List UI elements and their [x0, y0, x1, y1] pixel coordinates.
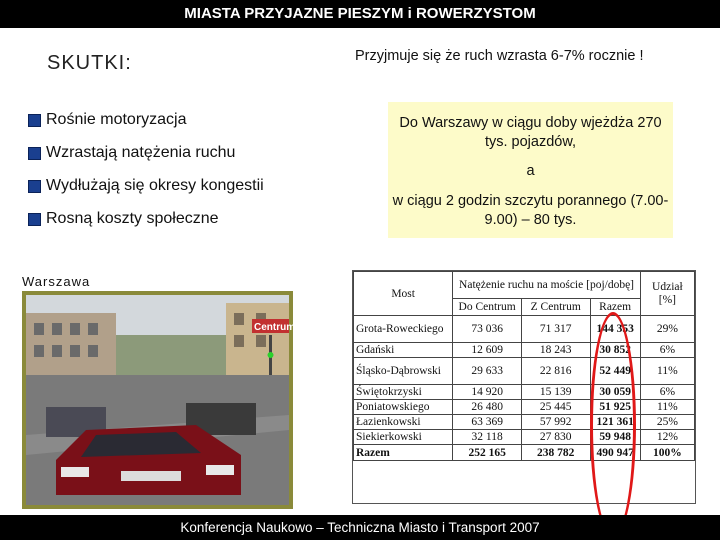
table-row [354, 358, 695, 385]
table-row [354, 400, 695, 415]
table-row [354, 316, 695, 343]
bullet-square-icon [28, 147, 41, 160]
bridge-name: Śląsko-Dąbrowski [354, 358, 453, 385]
total-value: 30 852 [590, 343, 640, 358]
from-center-value: 25 445 [521, 400, 590, 415]
bullet-square-icon [28, 114, 41, 127]
list-item [28, 210, 264, 243]
bridge-name: Gdański [354, 343, 453, 358]
share-value: 6% [640, 385, 694, 400]
from-center-value: 22 816 [521, 358, 590, 385]
photo-caption: Warszawa [22, 274, 91, 289]
bullet-text: Wzrastają natężenia ruchu [46, 144, 236, 161]
bridge-traffic-table [352, 270, 696, 504]
share-value: 12% [640, 430, 694, 445]
bridge-name: Świętokrzyski [354, 385, 453, 400]
col-header-traffic: Natężenie ruchu na moście [poj/dobę] [453, 272, 640, 299]
list-item [28, 111, 264, 144]
to-center-value: 63 369 [453, 415, 522, 430]
bridge-name: Grota-Roweckiego [354, 316, 453, 343]
bridge-name: Siekierkowski [354, 430, 453, 445]
bullet-square-icon [28, 213, 41, 226]
table-row [354, 343, 695, 358]
effects-list [28, 111, 264, 243]
bridge-name: Poniatowskiego [354, 400, 453, 415]
peak-traffic-text: w ciągu 2 godzin szczytu porannego (7.00-9.00) – 80 tys. [392, 193, 669, 228]
to-center-value: 73 036 [453, 316, 522, 343]
col-header-bridge: Most [354, 272, 453, 316]
share-value: 25% [640, 415, 694, 430]
total-value: 52 449 [590, 358, 640, 385]
bullet-text: Rośnie motoryzacja [46, 111, 187, 128]
bullet-square-icon [28, 180, 41, 193]
to-center-value: 252 165 [453, 445, 522, 461]
list-item [28, 177, 264, 210]
share-value: 11% [640, 400, 694, 415]
conjunction-text: a [526, 163, 535, 179]
growth-assumption: Przyjmuje się że ruch wzrasta 6-7% rocznie ! [355, 48, 644, 64]
from-center-value: 57 992 [521, 415, 590, 430]
bridge-name: Razem [354, 445, 453, 461]
from-center-value: 71 317 [521, 316, 590, 343]
from-center-value: 27 830 [521, 430, 590, 445]
highlight-oval [590, 312, 636, 538]
to-center-value: 12 609 [453, 343, 522, 358]
total-value: 30 059 [590, 385, 640, 400]
share-value: 11% [640, 358, 694, 385]
total-value: 144 353 [590, 316, 640, 343]
table-row-total [354, 445, 695, 461]
warsaw-traffic-photo [22, 291, 296, 509]
subheader-to-center: Do Centrum [453, 299, 522, 316]
table-row [354, 430, 695, 445]
from-center-value: 238 782 [521, 445, 590, 461]
slide-title: MIASTA PRZYJAZNE PIESZYM i ROWERZYSTOM [0, 0, 720, 28]
from-center-value: 15 139 [521, 385, 590, 400]
share-value: 100% [640, 445, 694, 461]
subheader-from-center: Z Centrum [521, 299, 590, 316]
total-value: 59 948 [590, 430, 640, 445]
conference-footer: Konferencja Naukowo – Techniczna Miasto i Transport 2007 [0, 515, 720, 540]
total-value: 51 925 [590, 400, 640, 415]
list-item [28, 144, 264, 177]
to-center-value: 29 633 [453, 358, 522, 385]
store-sign-text: Centrum [254, 322, 296, 333]
traffic-scene-image [26, 295, 296, 505]
subheader-total: Razem [590, 299, 640, 316]
share-value: 6% [640, 343, 694, 358]
bullet-text: Rosną koszty społeczne [46, 210, 219, 227]
col-header-share: Udział [%] [640, 272, 694, 316]
to-center-value: 32 118 [453, 430, 522, 445]
table-row [354, 415, 695, 430]
traffic-info-box [388, 102, 673, 238]
bullet-text: Wydłużają się okresy kongestii [46, 177, 264, 194]
total-value: 490 947 [590, 445, 640, 461]
to-center-value: 14 920 [453, 385, 522, 400]
bridge-name: Łazienkowski [354, 415, 453, 430]
effects-heading: SKUTKI: [47, 52, 132, 74]
share-value: 29% [640, 316, 694, 343]
to-center-value: 26 480 [453, 400, 522, 415]
daily-traffic-text: Do Warszawy w ciągu doby wjeżdża 270 tys. pojazdów, [399, 115, 662, 150]
table-row [354, 385, 695, 400]
from-center-value: 18 243 [521, 343, 590, 358]
total-value: 121 361 [590, 415, 640, 430]
